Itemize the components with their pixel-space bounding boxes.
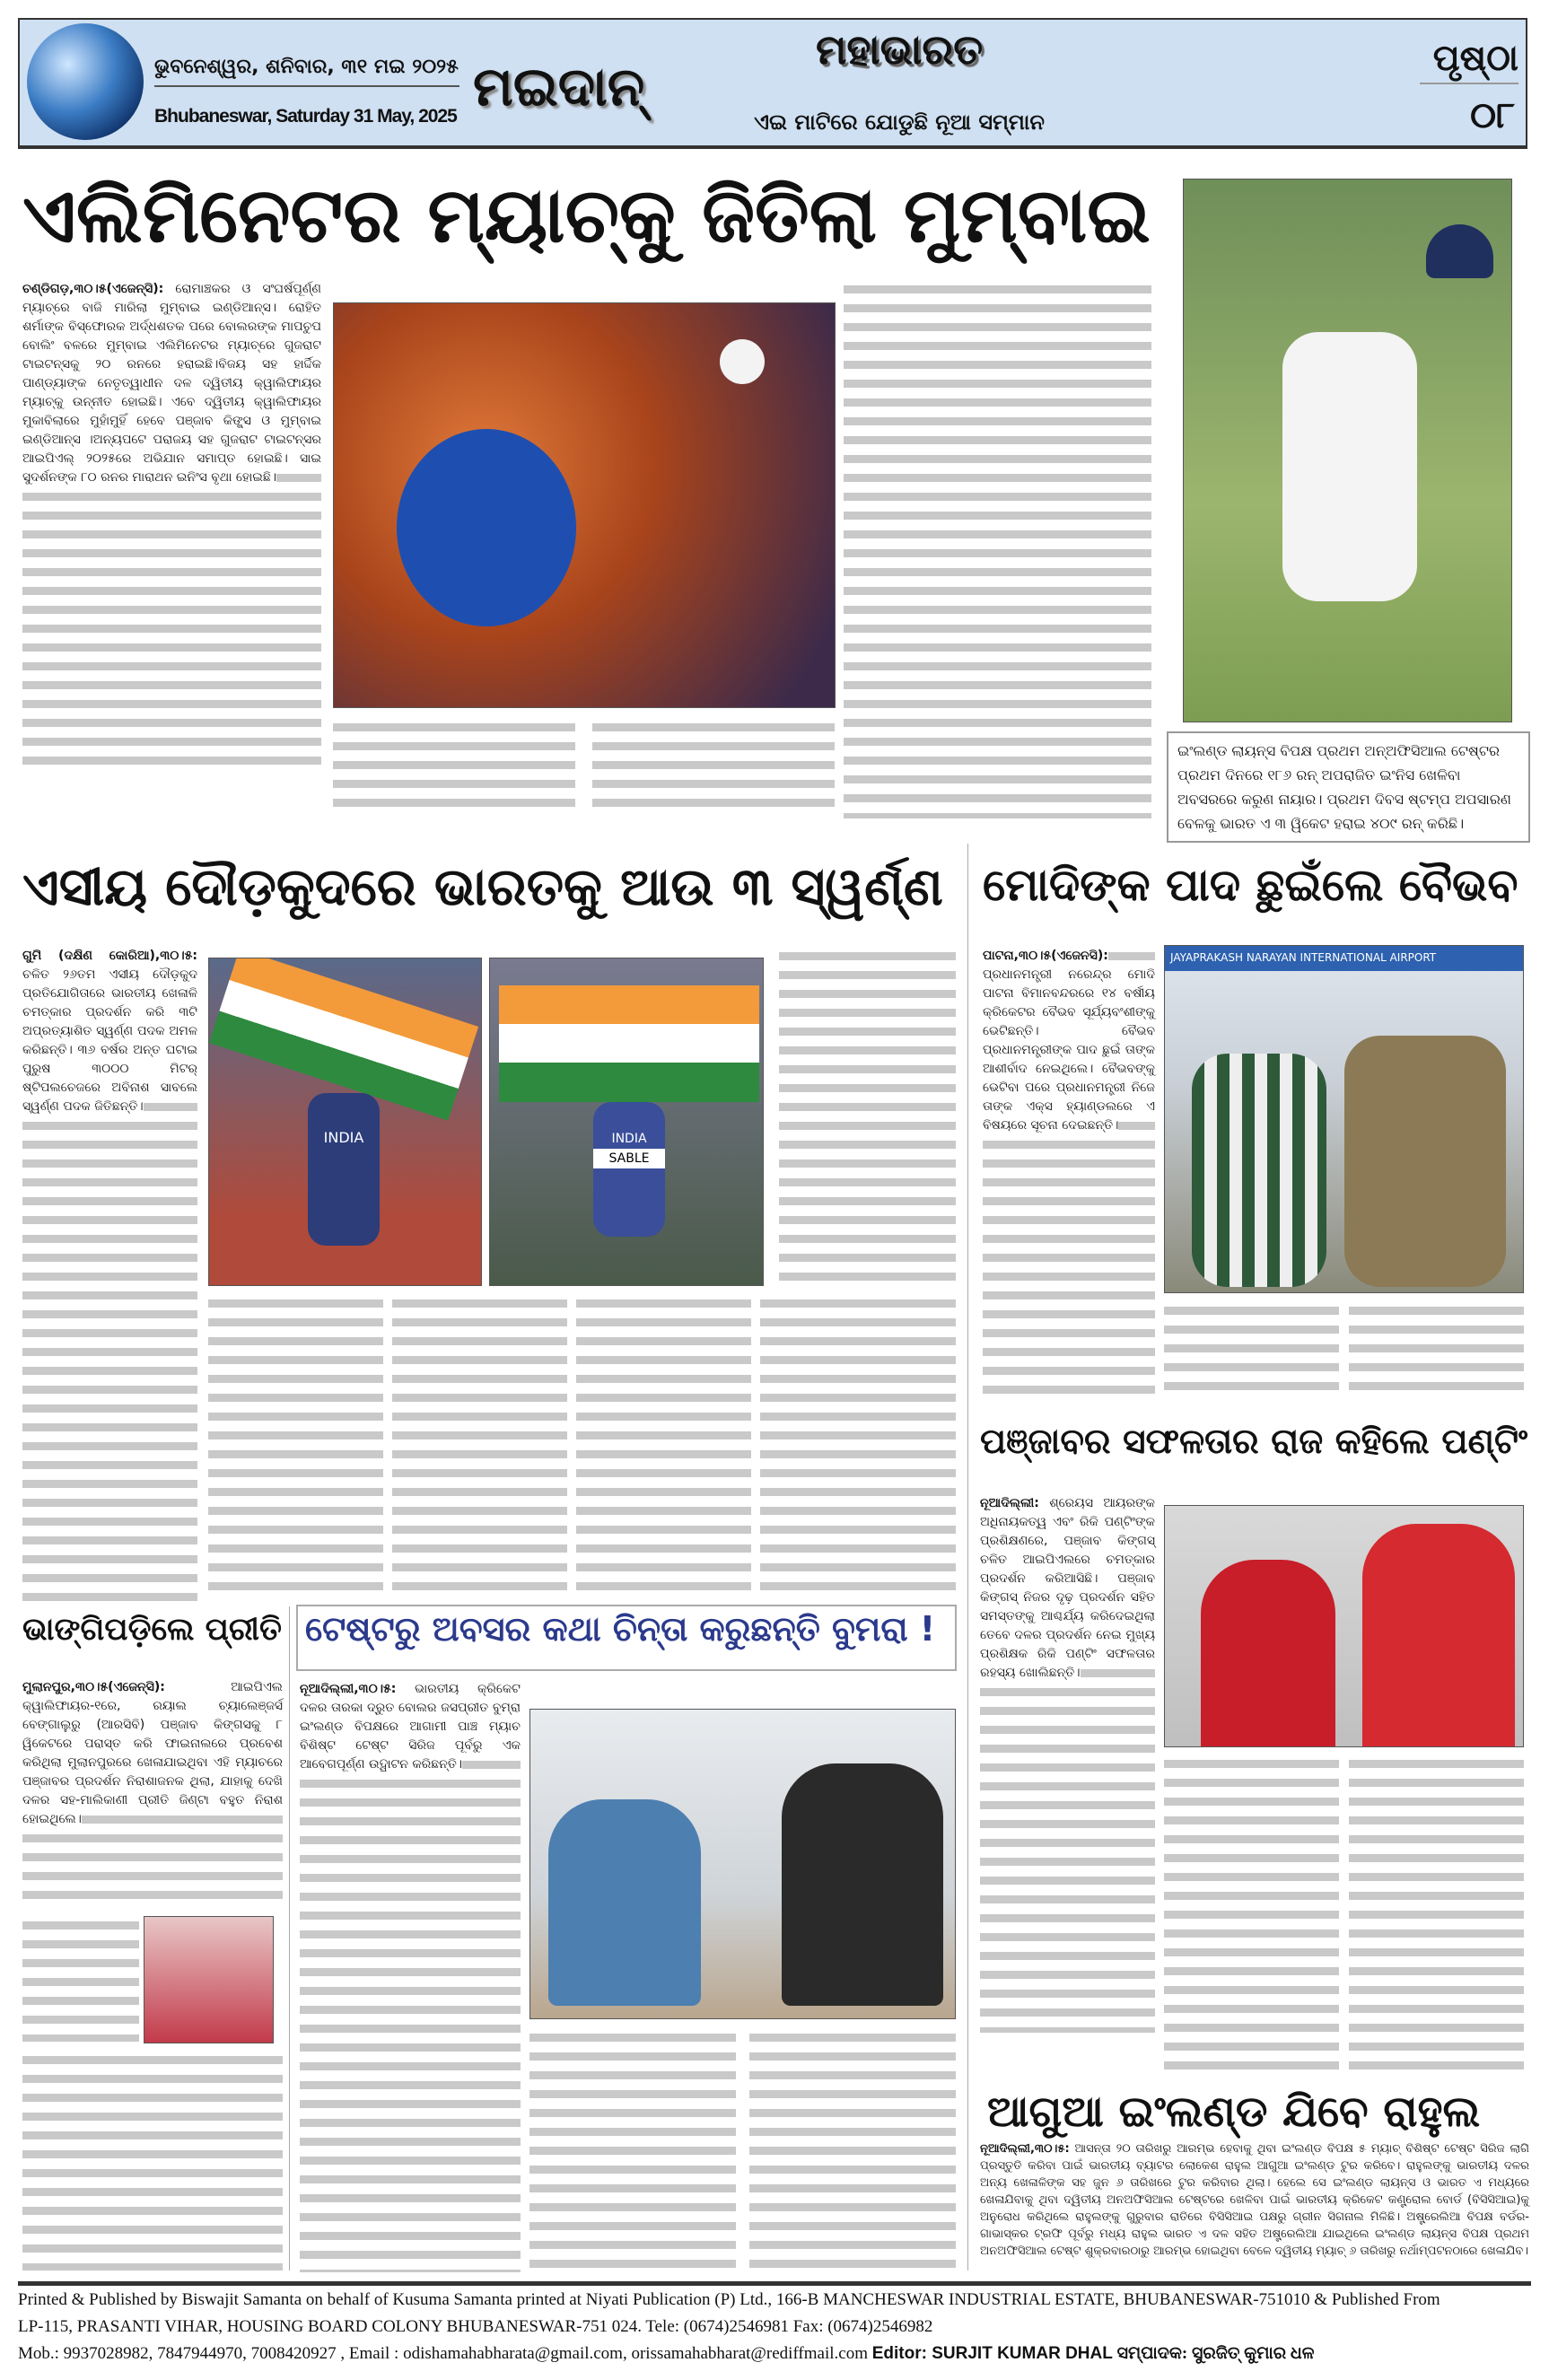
headline-bumrah: ଟେଷ୍ଟରୁ ଅବସର କଥା ଚିନ୍ତା କରୁଛନ୍ତି ବୁମରା ! — [305, 1609, 936, 1649]
section-title: ମଇଦାନ୍ — [473, 56, 645, 118]
body-text: ରୋମାଞ୍ଚକର ଓ ସଂଘର୍ଷପୂର୍ଣ୍ଣ ମ୍ୟାଚ୍‌ରେ ବାଜି ମାରିଲା ମୁମ୍ବାଇ ଇଣ୍ଡିଆନ୍ସ। ରୋହିତ ଶର୍ମାଙ୍କ ବିସ୍ଫୋରକ ଅର୍ଦ୍ଧଶତକ ପରେ ବୋଲରଙ୍କ ମାପଚୁପ ବୋଲିଂ ବଳରେ ମୁମ୍ବାଇ ଏଲିମିନେଟର ମ୍ୟାଚ୍‌ରେ ଗୁଜରାଟ ଟାଇଟନ୍ସକୁ ୨୦ ରନରେ ହରାଇଛି।ବିଜୟ ସହ ହାର୍ଦ୍ଦିକ ପାଣ୍ଡ୍ୟାଙ୍କ ନେତୃତ୍ୱାଧୀନ ଦଳ ଦ୍ୱିତୀୟ କ୍ୱାଲିଫାୟର ମ୍ୟାଚ୍‌କୁ ଉନ୍ନୀତ ହୋଇଛି। ଏବେ ଦ୍ୱିତୀୟ କ୍ୱାଲିଫାୟର ମୁକାବିଲାରେ ମୁହାଁମୁହିଁ ହେବେ ପଞ୍ଜାବ କିଙ୍ଗ୍ସ ଓ ମୁମ୍ବାଇ ଇଣ୍ଡିଆନ୍ସ ।ଅନ୍ୟପଟେ ପରାଜୟ ସହ ଗୁଜରାଟ ଟାଇଟନ୍ସର ଆଇପିଏଲ୍ ୨୦୨୫ରେ ଅଭିଯାନ ସମାପ୍ତ ହୋଇଛି। ସାଇ ସୁଦର୍ଶନଙ୍କ ୮୦ ରନର ମାରାଥନ ଇନିଂସ ବୃଥା ହୋଇଛି। — [22, 282, 321, 485]
dateline: ମୁଲାନପୁର,୩୦।୫(ଏଜେନ୍ସି): — [22, 1680, 165, 1694]
footer-editor-odia: ସମ୍ପାଦକ: ସୁରଜିତ୍ କୁମାର ଧଳ — [1116, 2344, 1315, 2363]
headline-mumbai: ଏଲିମିନେଟର ମ୍ୟାଚ୍‌କୁ ଜିତିଲା ମୁମ୍ବାଇ — [22, 171, 1151, 260]
person-modi — [1344, 1036, 1506, 1287]
player-figure — [1282, 332, 1417, 601]
dateline: ନୂଆଦିଲ୍ଲୀ,୩୦।୫: — [980, 2142, 1070, 2156]
airport-sign: JAYAPRAKASH NARAYAN INTERNATIONAL AIRPORT — [1165, 946, 1524, 971]
person-ponting — [1362, 1524, 1515, 1747]
date-odia: ଭୁବନେଶ୍ୱର, ଶନିବାର, ୩୧ ମଇ ୨୦୨୫ — [154, 56, 459, 87]
photo-preity-zinta — [144, 1916, 274, 2043]
story-body-cont — [576, 1294, 751, 1596]
story-body-cont — [1164, 1754, 1339, 2078]
story-body-cont — [22, 2051, 283, 2271]
story-body-cont — [529, 2028, 736, 2272]
headline-preity: ଭାଙ୍ଗିପଡ଼ିଲେ ପ୍ରୀତି — [22, 1612, 282, 1648]
story-body-cont — [779, 947, 956, 1288]
story-body-cont — [760, 1294, 956, 1596]
photo-rohit-batting — [333, 302, 836, 708]
story-body-cont — [749, 2028, 956, 2272]
story-body-cont — [1349, 1301, 1524, 1400]
footer-editor: Editor: SURJIT KUMAR DHAL — [871, 2344, 1113, 2363]
story-body-cont — [22, 1916, 139, 2042]
story-body-cont — [592, 718, 835, 817]
headline-modi: ମୋଦିଙ୍କ ପାଦ ଛୁଇଁଲେ ବୈଭବ — [983, 859, 1518, 911]
flag-india — [499, 985, 759, 1102]
headline-punjab: ପଞ୍ଜାବର ସଫଳତାର ରାଜ କହିଲେ ପଣ୍ଟିଂ — [980, 1422, 1528, 1462]
footer-line-1: Printed & Published by Biswajit Samanta on behalf of Kusuma Samanta printed at Niyati Publication (P) Ltd., 166-B MANCHESWAR INDUSTRIAL ESTATE, BHUBANESWAR-751010 & Published From — [18, 2290, 1440, 2309]
body-text: ପ୍ରଧାନମନ୍ତ୍ରୀ ନରେନ୍ଦ୍ର ମୋଦି ପାଟନା ବିମାନବନ୍ଦରରେ ୧୪ ବର୍ଷୀୟ କ୍ରିକେଟର ବୈଭବ ସୂର୍ଯ୍ୟବଂଶୀଙ୍କୁ ଭେଟିଛନ୍ତି। ବୈଭବ ପ୍ରଧାନମନ୍ତ୍ରୀଙ୍କ ପାଦ ଛୁଇଁ ତାଙ୍କ ଆଶୀର୍ବାଦ ନେଇଥିଲେ। ବୈଭବଙ୍କୁ ଭେଟିବା ପରେ ପ୍ରଧାନମନ୍ତ୍ରୀ ନିଜେ ତାଙ୍କ ଏକ୍ସ ହ୍ୟାଣ୍ଡଲରେ ଏ ବିଷୟରେ ସୂଚନା ଦେଇଛନ୍ତି। — [983, 967, 1155, 1133]
story-body-athletics — [22, 947, 197, 1606]
date-english: Bhubaneswar, Saturday 31 May, 2025 — [154, 106, 457, 127]
player-figure — [397, 429, 576, 626]
story-body-preity — [22, 1678, 283, 1903]
dateline: ନୂଆଦିଲ୍ଲୀ: — [980, 1496, 1039, 1510]
column-divider — [967, 844, 968, 2271]
photo-caption-nair: ଇଂଲଣ୍ଡ ଲାୟନ୍ସ ବିପକ୍ଷ ପ୍ରଥମ ଅନ୍‌ଅଫିସିଆଲ ଟେଷ୍ଟର ପ୍ରଥମ ଦିନରେ ୧୮୬ ରନ୍ ଅପରାଜିତ ଇଂନିସ ଖେଳିବା ଅବସରରେ କରୁଣ ନାୟାର। ପ୍ରଥମ ଦିବସ ଷ୍ଟମ୍ପ ଅପସାରଣ ବେଳକୁ ଭାରତ ଏ ୩ ୱିକେଟ ହରାଇ ୪୦୯ ରନ୍ କରିଛି। — [1167, 731, 1530, 843]
page-number: ୦୮ — [1470, 95, 1515, 136]
tagline: ଏଇ ମାଟିରେ ଯୋଡୁଛି ନୂଆ ସମ୍ମାନ — [754, 109, 1045, 135]
story-body-bumrah — [300, 1680, 521, 2272]
photo-ponting-shreyas — [1164, 1505, 1524, 1747]
photo-avinash-sable — [489, 958, 764, 1286]
story-body-cont — [844, 280, 1151, 818]
body-text: ଭାରତୀୟ କ୍ରିକେଟ ଦଳର ତାରକା ଦ୍ରୁତ ବୋଲର ଜସପ୍ରୀତ ବୁମ୍ରା ଇଂଲଣ୍ଡ ବିପକ୍ଷରେ ଆଗାମୀ ପାଞ୍ଚ ମ୍ୟାଚ ବିଶିଷ୍ଟ ଟେଷ୍ଟ ସିରିଜ ପୂର୍ବରୁ ଏକ ଆବେଗପୂର୍ଣ୍ଣ ଉଦ୍ଘାଟନ କରିଛନ୍ତି। — [300, 1682, 521, 1772]
dateline: ଗୁମି (ଦକ୍ଷିଣ କୋରିଆ),୩୦।୫: — [22, 949, 197, 963]
dateline: ନୂଆଦିଲ୍ଲୀ,୩୦।୫: — [300, 1682, 397, 1696]
story-body-punjab — [980, 1494, 1155, 2033]
body-text: ଶ୍ରେୟସ ଆୟରଙ୍କ ଅଧିନାୟକତ୍ୱ ଏବଂ ରିକି ପଣ୍ଟିଂଙ୍କ ପ୍ରଶିକ୍ଷଣରେ, ପଞ୍ଜାବ କିଙ୍ଗସ୍ ଚଳିତ ଆଇପିଏଲରେ ଚମତ୍କାର ପ୍ରଦର୍ଶନ କରିଆସିଛି। ପଞ୍ଜାବ କିଙ୍ଗସ୍ ନିଜର ଦୃଢ଼ ପ୍ରଦର୍ଶନ ସହିତ ସମସ୍ତଙ୍କୁ ଆଶ୍ଚର୍ଯ୍ୟ କରିଦେଇଥିଲା ତେବେ ଦଳର ପ୍ରଦର୍ଶନ ନେଇ ମୁଖ୍ୟ ପ୍ରଶିକ୍ଷକ ରିକି ପଣ୍ଟିଂ ସଫଳତାର ରହସ୍ୟ ଖୋଲିଛନ୍ତି। — [980, 1496, 1155, 1680]
story-body-cont — [392, 1294, 567, 1596]
story-body-mumbai — [22, 280, 321, 765]
headline-rahul: ଆଗୁଆ ଇଂଲଣ୍ଡ ଯିବେ ରାହୁଲ — [987, 2087, 1481, 2137]
dateline: ପାଟନା,୩୦।୫(ଏଜେନସି): — [983, 949, 1108, 963]
bib-text: SABLE — [593, 1149, 665, 1168]
page-label: ପୃଷ୍ଠା — [1420, 38, 1518, 84]
story-body-cont — [208, 1294, 383, 1596]
story-body-rahul — [980, 2140, 1529, 2260]
person-bumrah — [548, 1799, 701, 2006]
jersey: INDIA — [308, 1093, 380, 1246]
photo-karun-nair — [1183, 179, 1512, 722]
story-body-cont — [1349, 1754, 1524, 2078]
footer-divider — [18, 2281, 1531, 2286]
footer-line-2: LP-115, PRASANTI VIHAR, HOUSING BOARD COLONY BHUBANESWAR-751 024. Tele: (0674)2546981 Fax: (0674)2546982 — [18, 2317, 933, 2336]
ball-icon — [720, 339, 765, 384]
story-body-modi — [983, 947, 1155, 1396]
person-shreyas — [1201, 1560, 1335, 1747]
body-text: ଆଇପିଏଲ କ୍ୱାଲିଫାୟର-୧ରେ, ରୟାଲ ଚ୍ୟାଲେଞ୍ଜର୍ସ ବେଙ୍ଗାଲୁରୁ (ଆରସିବି) ପଞ୍ଜାବ କିଙ୍ଗସକୁ ୮ ୱିକେଟରେ ପରାସ୍ତ କରି ଫାଇନାଲରେ ପ୍ରବେଶ କରିଥିଲା ମୁଲାନପୁରରେ ଖେଳାଯାଇଥିବା ଏହି ମ୍ୟାଚରେ ପଞ୍ଜାବର ପ୍ରଦର୍ଶନ ନିରାଶାଜନକ ଥିଲା, ଯାହାକୁ ଦେଖି ଦଳର ସହ-ମାଲିକାଣୀ ପ୍ରୀତି ଜିଣ୍ଟା ବହୁତ ନିରାଶ ହୋଇଥିଲେ। — [22, 1680, 283, 1826]
body-text: ଆସନ୍ତା ୨୦ ତାରିଖରୁ ଆରମ୍ଭ ହେବାକୁ ଥିବା ଇଂଲଣ୍ଡ ବିପକ୍ଷ ୫ ମ୍ୟାଚ୍ ବିଶିଷ୍ଟ ଟେଷ୍ଟ ସିରିଜ ଲାଗି ପ୍ରସ୍ତୁତି କରିବା ପାଇଁ ଭାରତୀୟ ବ୍ୟାଟର ଲୋକେଶ ରାହୁଲ ଆଗୁଆ ଇଂଲଣ୍ଡ ଟୁର କରିବେ। ରାହୁଲଙ୍କୁ ଭାରତୀୟ ଦଳର ଅନ୍ୟ ଖେଳାଳିଙ୍କ ସହ ଜୁନ ୬ ତାରିଖରେ ଟୁର କରିବାର ଥିଲା। ହେଲେ ସେ ଇଂଲଣ୍ଡ ଲାୟନ୍ସ ଓ ଭାରତ ଏ ମଧ୍ୟରେ ଖେଳାଯିବାକୁ ଥିବା ଦ୍ୱିତୀୟ ଅନଅଫିସିଆଲ ଟେଷ୍ଟରେ ଖେଳିବା ପାଇଁ ଭାରତୀୟ କ୍ରିକେଟ କଣ୍ଟ୍ରୋଲ ବୋର୍ଡ (ବିସିସିଆଇ)କୁ ଅନୁରୋଧ କରିଥିଲେ ରାହୁଲଙ୍କୁ ଗୁରୁବାର ରାତିରେ ବିସିସିଆଇ ପକ୍ଷରୁ ଗ୍ରୀନ ସିଗନାଲ ମିଳିଛି। ଅଷ୍ଟ୍ରେଲିଆ ବିପକ୍ଷ ବର୍ଡର-ଗାଭାସ୍କର ଟ୍ରଫି ପୂର୍ବରୁ ମଧ୍ୟ ରାହୁଲ ଭାରତ ଏ ଦଳ ସହିତ ଅଷ୍ଟ୍ରେଲିଆ ଯାଇଥିଲେ ଇଂଲଣ୍ଡ ଲାୟନ୍ସ ବିପକ୍ଷ ପ୍ରଥମ ଅନଅଫିସିଆଲ ଟେଷ୍ଟ ଶୁକ୍ରବାରଠାରୁ ଆରମ୍ଭ ହୋଇଥିବା ବେଳେ ଦ୍ୱିତୀୟ ମ୍ୟାଚ୍ ୬ ତାରିଖରୁ ନର୍ଥାମ୍ପଟନଠାରେ ଖେଳାଯିବ। — [980, 2142, 1529, 2258]
person-interviewer — [782, 1763, 943, 2006]
person-vaibhav — [1192, 1054, 1326, 1287]
headline-athletics: ଏସୀୟ ଦୌଡ଼କୁଦରେ ଭାରତକୁ ଆଉ ୩ ସ୍ୱର୍ଣ୍ଣ — [22, 856, 943, 917]
story-body-cont — [333, 718, 575, 817]
globe-logo-icon — [27, 23, 144, 140]
story-body-cont — [1164, 1301, 1339, 1400]
photo-bumrah-interview — [529, 1709, 956, 2019]
paper-name: ମହାଭାରତ — [815, 25, 984, 74]
masthead — [18, 18, 1527, 149]
photo-athlete-woman — [208, 958, 482, 1286]
helmet-icon — [1426, 224, 1493, 278]
column-divider — [289, 1606, 290, 2271]
footer-contacts: Mob.: 9937028982, 7847944970, 7008420927 , Email : odishamahabharata@gmail.com, orissamahabharat@rediffmail.com — [18, 2344, 868, 2363]
jersey — [593, 1102, 665, 1237]
jersey-text: INDIA — [611, 1132, 647, 1146]
footer-line-3 — [18, 2344, 1531, 2364]
dateline: ଚଣ୍ଡିଗଡ଼,୩୦।୫(ଏଜେନ୍ସି): — [22, 282, 164, 296]
photo-modi-vaibhav — [1164, 945, 1524, 1293]
body-text: ଚଳିତ ୨୬ତମ ଏସୀୟ ଦୌଡ଼କୁଦ ପ୍ରତିଯୋଗିତାରେ ଭାରତୀୟ ଖେଳାଳି ଚମତ୍କାର ପ୍ରଦର୍ଶନ କରି ୩ଟି ଅପ୍ରତ୍ୟାଶିତ ସ୍ୱର୍ଣ୍ଣ ପଦକ ଅମଳ କରିଛନ୍ତି। ୩୬ ବର୍ଷର ଅନ୍ତ ଘଟାଇ ପୁରୁଷ ୩୦୦୦ ମିଟର୍ ଷ୍ଟିପଲଚେଜରେ ଅବିନାଶ ସାବଲେ ସ୍ୱର୍ଣ୍ଣ ପଦକ ଜିତିଛନ୍ତି। — [22, 967, 197, 1114]
